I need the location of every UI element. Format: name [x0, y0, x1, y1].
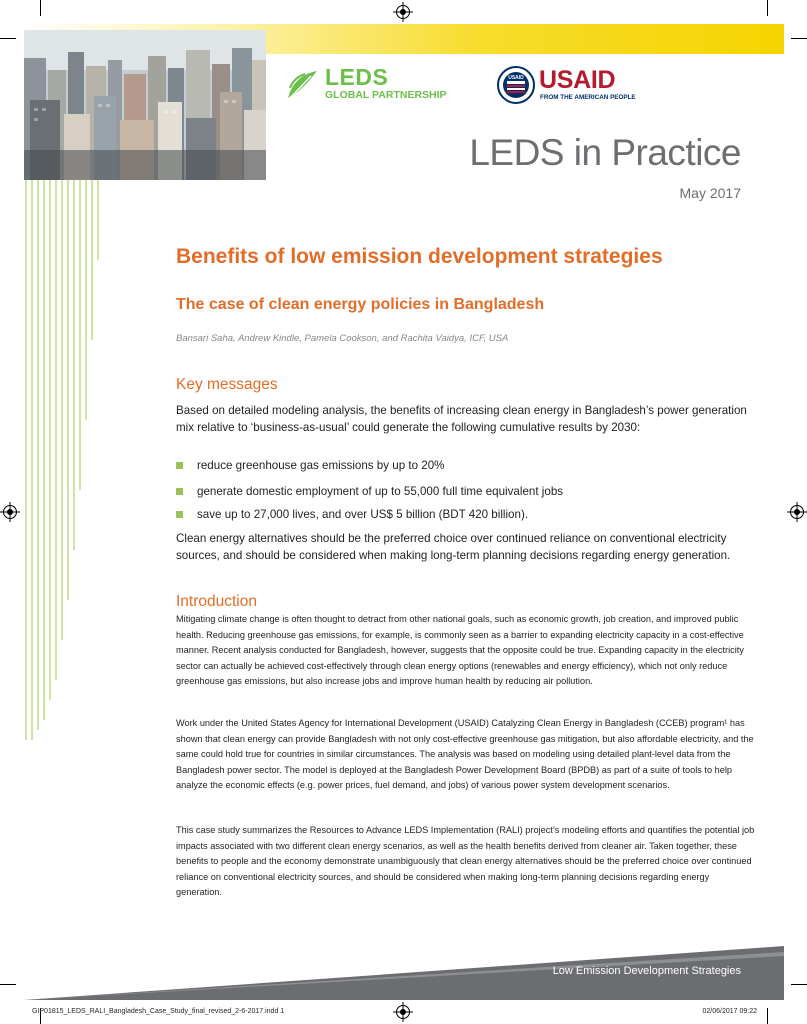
- footer-band-text: Low Emission Development Strategies: [552, 965, 741, 977]
- crop-mark: [0, 38, 16, 39]
- article-title: Benefits of low emission development strategies: [176, 245, 663, 268]
- print-slug-filename: GIP01815_LEDS_RALI_Bangladesh_Case_Study_final_revised_2-6-2017.indd 1: [32, 1008, 285, 1015]
- usaid-seal-text: USAID: [508, 75, 524, 81]
- crop-mark: [767, 1008, 768, 1024]
- bullet-square-icon: [176, 462, 183, 469]
- usaid-logo: [497, 66, 636, 108]
- bullet-text: reduce greenhouse gas emissions by up to 20%: [197, 459, 445, 472]
- registration-mark-icon: [396, 1005, 410, 1019]
- bullet-square-icon: [176, 511, 183, 518]
- key-messages-closing: Clean energy alternatives should be the preferred choice over continued reliance on conventional electricity sources, and should be considered when making long-term planning decisions regarding energy generation.: [176, 532, 731, 562]
- crop-mark: [0, 984, 16, 985]
- decorative-green-lines: [24, 180, 100, 740]
- print-slug-timestamp: 02/06/2017 09:22: [702, 1008, 757, 1015]
- leds-leaf-icon: [285, 68, 319, 102]
- registration-mark-icon: [3, 505, 17, 519]
- series-title: LEDS in Practice: [469, 132, 741, 173]
- crop-mark: [767, 0, 768, 16]
- bullet-text: save up to 27,000 lives, and over US$ 5 billion (BDT 420 billion).: [197, 508, 529, 521]
- registration-mark-icon: [396, 5, 410, 19]
- usaid-seal-icon: [497, 66, 535, 104]
- bullet-square-icon: [176, 488, 183, 495]
- leds-logo-subtitle: GLOBAL PARTNERSHIP: [325, 89, 447, 101]
- introduction-paragraph-3: This case study summarizes the Resources to Advance LEDS Implementation (RALI) project’s modeling efforts and quantifies the potential job impacts associated with two different clean energy scenarios, as well as the health benefits derived from cleaner air. Taken together, these benefits to people and the economy demonstrate unambiguously that clean energy alternatives should be the preferred choice over continued reliance on conventional electricity sources, and should be considered when making long-term planning decisions regarding energy generation.: [176, 825, 755, 897]
- article-authors: Bansari Saha, Andrew Kindle, Pamela Cookson, and Rachita Vaidya, ICF, USA: [176, 333, 509, 344]
- article-subtitle: The case of clean energy policies in Bangladesh: [176, 296, 545, 313]
- crop-mark: [791, 984, 807, 985]
- leds-logo: [285, 66, 465, 106]
- publication-date: May 2017: [679, 185, 741, 201]
- registration-mark-icon: [790, 505, 804, 519]
- usaid-logo-tagline: FROM THE AMERICAN PEOPLE: [540, 94, 636, 101]
- key-messages-intro: Based on detailed modeling analysis, the benefits of increasing clean energy in Bangladesh’s power generation mix relative to ‘business-as-usual’ could generate the following cumulative results by 2030:: [176, 404, 747, 434]
- introduction-paragraph-1: Mitigating climate change is often thought to detract from other national goals, such as economic growth, job creation, and improved public health. Reducing greenhouse gas emissions, for example, is commonly seen as a barrier to expanding electricity capacity in a cost-effective manner. Recent analysis conducted for Bangladesh, however, suggests that the opposite could be true. Expanding capacity in the electricity sector can actually be achieved cost-effectively through clean energy options (renewables and energy efficiency), which not only reduce greenhouse gas emissions, but also increase jobs and improve human health by reducing air pollution.: [176, 614, 744, 686]
- usaid-logo-word: USAID: [539, 66, 616, 94]
- introduction-heading: Introduction: [176, 593, 257, 610]
- key-messages-heading: Key messages: [176, 376, 278, 393]
- city-skyline-photo: [24, 30, 266, 180]
- crop-mark: [40, 0, 41, 16]
- leds-logo-word: LEDS: [325, 64, 389, 90]
- crop-mark: [791, 38, 807, 39]
- introduction-paragraph-2: Work under the United States Agency for International Development (USAID) Catalyzing Clean Energy in Bangladesh (CCEB) program¹ has shown that clean energy can provide Bangladesh with not only cost-effective greenhouse gas mitigation, but also affordable electricity, and the same could hold true for countries in similar circumstances. The analysis was based on modeling using detailed plant-level data from the Bangladesh power sector. The model is deployed at the Bangladesh Power Development Board (BPDB) as part of a suite of tools to help analyze the economic effects (e.g. power prices, fuel demand, and jobs) of various power system development scenarios.: [176, 718, 754, 790]
- bullet-text: generate domestic employment of up to 55,000 full time equivalent jobs: [197, 485, 564, 498]
